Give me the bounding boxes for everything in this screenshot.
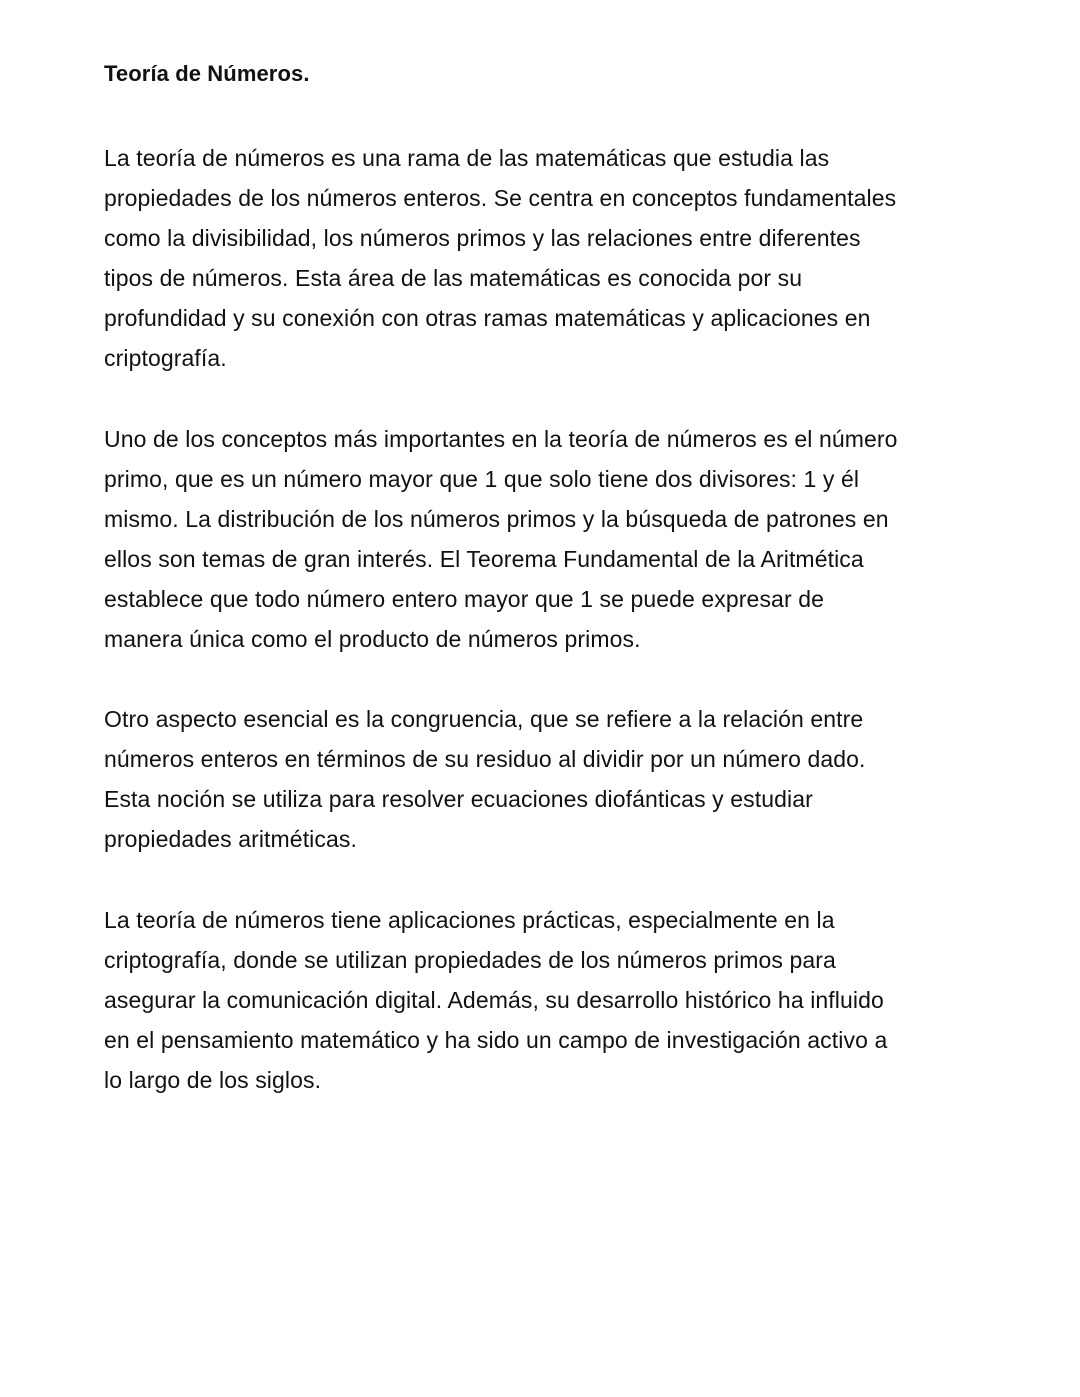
paragraph-intro: La teoría de números es una rama de las matemáticas que estudia las propiedades de los números enteros. Se centra en conceptos fundamentales como la divisibilidad, los números primos y las relaciones entre diferentes tipos de números. Esta área de las matemáticas es conocida por su profundidad y su conexión con otras ramas matemáticas y aplicaciones en criptografía. (104, 145, 897, 372)
paragraph-prime-numbers: Uno de los conceptos más importantes en la teoría de números es el número primo, que es un número mayor que 1 que solo tiene dos divisores: 1 y él mismo. La distribución de los números primos y la búsqueda de patrones en ellos son temas de gran interés. El Teorema Fundamental de la Aritmética establece que todo número entero mayor que 1 se puede expresar de manera única como el producto de números primos. (104, 425, 898, 653)
document-title: Teoría de Números. (104, 61, 310, 86)
paragraph-congruence: Otro aspecto esencial es la congruencia, que se refiere a la relación entre números enteros en términos de su residuo al dividir por un número dado. Esta noción se utiliza para resolver ecuaciones diofánticas y estudiar propiedades aritméticas. (104, 706, 866, 853)
paragraph-applications: La teoría de números tiene aplicaciones prácticas, especialmente en la criptografía, donde se utilizan propiedades de los números primos para asegurar la comunicación digital. Además, su desarrollo histórico ha influido en el pensamiento matemático y ha sido un campo de investigación activo a lo largo de los siglos. (104, 906, 888, 1093)
document-page (104, 58, 904, 1140)
